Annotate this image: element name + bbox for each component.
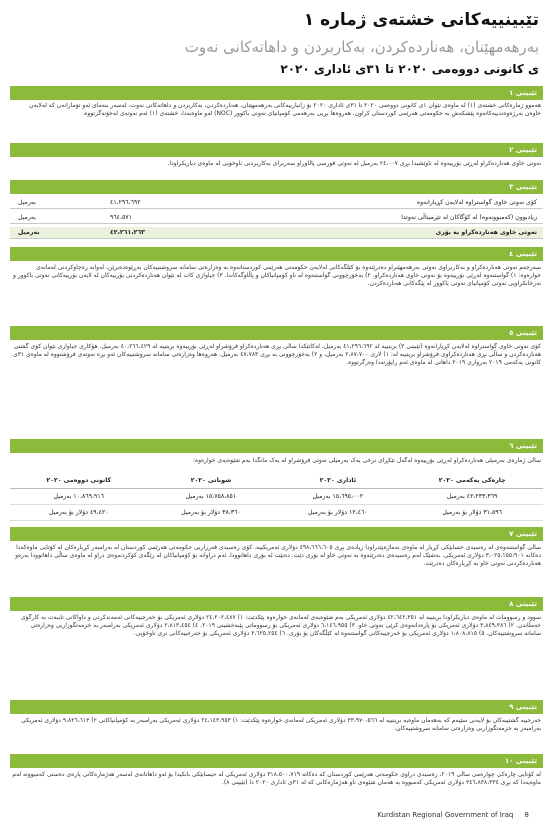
table-cell: ١٥،٦٩٥،٠٠٢ بەرمیل: [274, 489, 401, 505]
row-value: ٤١،٢٩٦،٦٩٢: [110, 199, 141, 206]
note-6-text: ساڵی ژمارەی بەرمیلی هەناردەکراو لەڕێی بۆرییەوە لەگەڵ تێکڕای نرخی یەک بەرمیلی نەوتی فرۆشراو لە یەک مانگدا بەم شێوەیەی خوارەوە:: [192, 457, 541, 464]
note-1-header: تێبینی ١: [10, 86, 543, 100]
note-9-text: خەرجییە گشتییەکان بۆ لایەنی سێیەم کە بەهەمان ماوەیە بریتییە لە ٣٣،٩٧٠،٥٦٦ دۆلاری ئەمریکی لەمانەی خوارەوە پێکدێت: ١) ٢٤،١٤٣،٩٥٣ دۆلاری ئەمریکی بەرامبەر بە کۆمپانیاکانی ٢) ٩،٨٢٦،٦١٣ دۆلاری ئەمریکی بەرامبەر بە خزمەتگوزاریی وەزارەتی سامانە سروشتییەکان.: [21, 717, 541, 733]
table-header: ئاداری ٢٠٢٠: [274, 473, 401, 489]
row-unit: بەرمیل: [18, 229, 40, 236]
table-cell: ٣٨،٣٦٠ دۆلار بۆ بەرمیل: [148, 505, 275, 521]
report-period: ی کانونی دووەمی ٢٠٢٠ تا ٣١ی ئاداری ٢٠٢٠: [280, 62, 539, 76]
monthly-export-table: [10, 473, 543, 521]
row-unit: بەرمیل: [18, 199, 36, 206]
table-cell: ٣١،٥٩٦ دۆلار بۆ بەرمیل: [401, 505, 543, 521]
note-10-header: تێبینی ١٠: [10, 754, 543, 768]
note-4-text: سەرجەم نەوتی هەناردەکراو و بەکاربراوی نەوتی بەرهەمهێنراو دەدرێتەوە بۆ کێڵگەکانی لەلایەن حکومەتی هەرێمی کوردستانەوە بە وەزارەتی سامانە سروشتییەکان بەڕێوەدەبرێن، لەوانە رەچاوکردنی لەمانەی خوارەوە: ١) گواستنەوە لەڕێی بۆرییەوە بۆ نەوتی خاوی هەناردەکراو. ٢) بەخۆرچوونی گواستنەوە لە ناو کۆمپانیاکان و پاڵاوگەکاندا. ٣) جیاوازی کات لە نێوان هەناردەکردنی بۆرییەکان لە لایەن بۆرییەکانی نەوتی باکوور و تەرخانکراویی نەوتی کۆمپانیای نەوتی باکوور لە پێگەکانی هەناردەکردن.: [13, 264, 541, 288]
note-8-text: سوود و رسوومات لە ماوەی دیاریکراودا بریتییە لە ٤٢،٦٤٢،٣٥١ دۆلاری ئەمریکی بەم شێوەیەی لەمانەی خوارەوە پێکدێت: ١) ٢٤،٢٠٢،٤٨٧ دۆلاری ئەمریکی بۆ خەرجییەکانی ئەمەندکردن و داواکانی تایبەت بە کارگۆی خەمڵاندن. ٢) ٣،٨٤٩،٣٨٦ دۆلاری ئەمریکی بۆ پارەدانەوەی کرێی نەوتی خاو. ٣) ٦،١٤٦،٩٥٥ دۆلاری ئەمریکی بۆ رسووماتی پێبەخشینی ٢٠١٩. ٤) ٢،٨١٣،٤٥٤ دۆلاری ئەمریکی بەرامبەر بە خزمەتگوزاریی وەزارەتی سامانە سروشتییەکان. ٥) ١،٨٠٨،٨١٥ دۆلاری ئەمریکی بۆ خەرجییەکانی گواستنەوە لە کێڵگەکان بۆ بۆری. ٦) ٣،٦٢٥،٢٥٤ دۆلاری ئەمریکی بۆ خەرجییەکانی تری ناوخۆیی.: [20, 614, 541, 638]
note-1-text: هەموو ژمارەکانی خشتەی (١) لە ماوەی نێوان ١ی کانونی دووەمی ٢٠٢٠ تا ٣١ی ئاداری ٢٠٢٠ بۆ زانیارییەکانی بەرهەمهێنان، هەناردەکردن، بەکاربردن و داهاتەکانی نەوت، لەسەر بنەمای ئەو تۆمارانەن کە لەلایەن خاوەن بەرژەوەندییەکانەوە پێشکەش بە حکومەتی هەرێمی کوردستان کراون. هەروەها بڕیی بەرهەمی کۆمپانیای نەوتی باکوور (NOC) لەو ماوەیەدا، خشتەی (١) ئەم نەوتەی لەخۆنەگرتووە.: [29, 102, 541, 118]
note-5-header: تێبینی ٥: [10, 326, 543, 340]
note-10-text: لە کۆتایی چارەکی چوارەمی ساڵی ٢٠١٩، رەسیدی دراوی حکومەتی هەرێمی کوردستان کە دەکاتە ٣١٨،٥٠٠،٧١٩ دۆلاری ئەمریکی لە حیسابێکی بانکیدا بۆ ئەو داهاتانەی لەسەر هەژمارەکانی پارەی دەستی کەمیووتە لەم ماوەیەدا کە بڕی ٣٤٦،٨٣٨،٣٣٤ دۆلاری ئەمریکی کەمبووە بە هەمان شێوەی ناو هەژمارەکانی کە لە ٣١ی ئاداری ٢٠٢٠ دا (تێبینی ٨).: [12, 771, 541, 787]
note-2-text: نەوتی خاوی هەناردەکراو لەڕێی بۆرییەوە لە ناوێشیدا بڕی ٢٤،٠٠٧ بەرمیل لە نەوتی فورسی پاڵاوراو سەربرای بەکاربردنی ناوخۆیی لە ماوەی دیاریکراودا.: [167, 160, 541, 167]
note-3-total-row: [10, 227, 543, 239]
page-footer: [377, 811, 529, 819]
row-label: نەوتی خاوی هەناردەکراو بە بۆری: [435, 229, 537, 236]
footer-org: Kurdistan Regional Government of Iraq: [377, 811, 514, 819]
note-5-text: کۆی نەوتی خاوی گواستراوە لەلایەن کڕیارانەوە (تێبینی ٣) بریتییە لە ٤١،٢٩٦،٦٩٢ بەرمیل، لەکاتێکدا ساڵی بڕی هەناردەکراو فرۆشراو لەڕێی بۆرییەوە بریتییە لە ٤٠،٢٦٦،٤٢٩ بەرمیل. هۆکاری جیاوازی نێوان کۆی گشتی هەناردەکردن و ساڵی بڕی هەناردەکراوی فرۆشراو بریتییە لە: ١) لاری ٢،٨٧،٧٠٠ بەرمیل، و ٢) بەخۆرچوونی بە بڕی ٤٧،٧٨٣ بەرمیل. هەروەها وەزارەتی سامانە سروشتییەکان ئەو بڕە نەوتەی فرۆشتووە لە ماوەی ٣١ی کانونی یەکەمی ٢٠١٩ بەرواری ٢٠١٩ داهاتی لە ماوەی ئەم راپۆرتەدا وەرگرتووە.: [12, 343, 541, 367]
page-subtitle: بەرهەمهێنان، هەناردەکردن، بەکاربردن و داهاتەکانی نەوت: [184, 38, 539, 56]
note-3-row: [10, 212, 543, 224]
table-cell: ٤٢،٢٣٣،٣٦٩ بەرمیل: [401, 489, 543, 505]
page-number: 8: [524, 811, 529, 819]
note-2-header: تێبینی ٢: [10, 143, 543, 157]
table-header: شوباتی ٢٠٢٠: [148, 473, 275, 489]
table-row: [10, 489, 543, 505]
table-row: [10, 505, 543, 521]
note-8-header: تێبینی ٨: [10, 597, 543, 611]
note-7-header: تێبینی ٧: [10, 527, 543, 541]
note-3-header: تێبینی ٣: [10, 180, 543, 194]
row-label: کۆی نەوتی خاوی گواستراوە لەلایەن کڕیارانەوە: [416, 199, 537, 206]
row-unit: بەرمیل: [18, 214, 36, 221]
table-cell: ١٢،٤٦٠ دۆلار بۆ بەرمیل: [274, 505, 401, 521]
page-title: تێبینییەکانی خشتەی ژمارە ١: [303, 10, 539, 30]
row-value: ٩٦٤،٥٧١: [110, 214, 132, 221]
table-cell: ٤٩،٤٢٠ دۆلار بۆ بەرمیل: [10, 505, 148, 521]
table-cell: ١٥،٧٥٨،٨٥١ بەرمیل: [148, 489, 275, 505]
table-cell: ١٠،٨٦٩،٩١٦ بەرمیل: [10, 489, 148, 505]
row-value: ٤٢،٢٦١،٢٦٣: [110, 229, 145, 236]
table-header: کانونی دووەمی ٢٠٢٠: [10, 473, 148, 489]
note-4-header: تێبینی ٤: [10, 247, 543, 261]
note-3-row: [10, 197, 543, 209]
table-header: چارەکی یەکەمی ٢٠٢٠: [401, 473, 543, 489]
note-6-header: تێبینی ٦: [10, 439, 543, 453]
note-9-header: تێبینی ٩: [10, 700, 543, 714]
row-label: زیادبوون (کەمبوونەوە) لە کۆگاکان لە تێرمیناڵی نەوتدا: [401, 214, 537, 221]
note-7-text: ساڵی گواستنەوەی لە رەسیدی حسابێکی کڕیار لە ماوەی نەماژەپێدراودا زیادەی بڕی ٤٩٨،٦٦٦،٦٠٥ دۆلاری ئەمریکییە. کۆی رەسیدی قەرزاریی حکومەتی هەرێمی کوردستان لە بەرامبەر کڕیارەکان لە کۆتایی ماوەکەدا دەکاتە ٣،٠٢٥،١٥٥،٩٠١ دۆلاری ئەمریکی. بەشێک لەم رەسیدەی دەدرێتەوە بە نەوتی خاو لە بۆری دێت. دەبێت لە بۆری داهاتوودا. ئەم دراوانە بۆ کۆمپانیاکان لە رێگەی کۆکردنەوەی دراو لە ماوەی ساڵی داهاتوودا بەرەو هەناردەکردنی نەوتی خاو بە کڕیارەکان دەدرێت.: [15, 544, 541, 568]
